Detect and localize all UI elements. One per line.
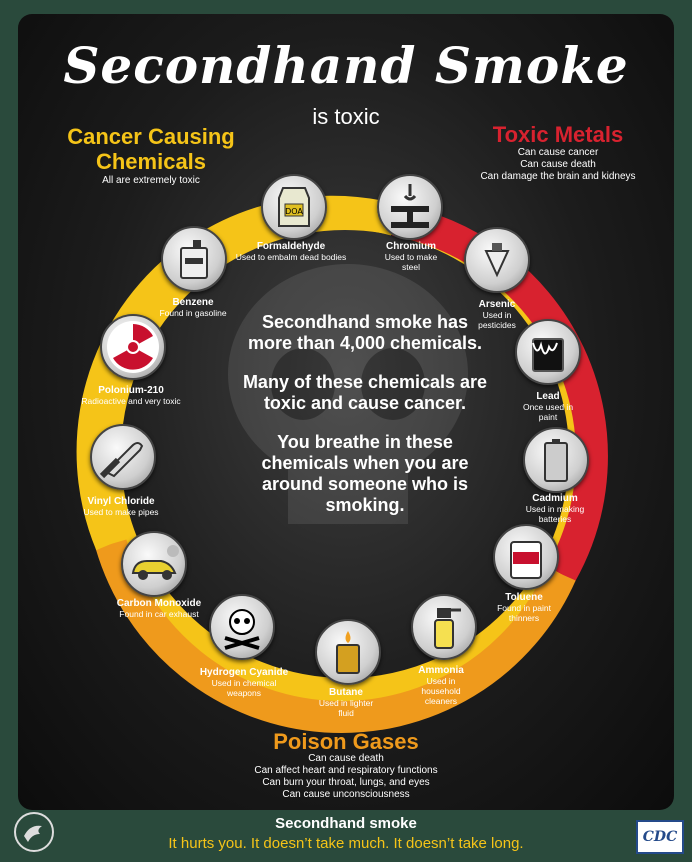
item-lead: [473, 391, 623, 422]
gases-note-1: Can cause death: [308, 753, 384, 764]
poster-title: Secondhand Smoke: [63, 36, 629, 95]
item-name: Arsenic: [478, 299, 516, 310]
item-name: Formaldehyde: [256, 241, 326, 252]
item-desc: Used in household cleaners: [421, 676, 461, 706]
gases-note-3: Can burn your throat, lungs, and eyes: [262, 777, 430, 788]
item-desc: Used in pesticides: [478, 310, 516, 330]
item-name: Cadmium: [532, 493, 578, 504]
item-cadmium: [480, 493, 630, 524]
item-desc: Found in car exhaust: [119, 609, 199, 619]
item-vinyl-chloride: [46, 496, 196, 517]
footer-title: Secondhand smoke: [275, 815, 417, 832]
item-name: Carbon Monoxide: [116, 598, 202, 609]
item-desc: Used in lighter fluid: [318, 698, 374, 718]
gases-heading: Poison Gases: [273, 729, 419, 754]
gases-note-2: Can affect heart and respiratory functions: [254, 765, 438, 776]
item-name: Polonium-210: [98, 385, 164, 396]
item-name: Toluene: [505, 592, 543, 603]
metals-notes: [458, 147, 658, 183]
car-exhaust-icon: [121, 531, 187, 597]
solvent-jug-icon: [493, 524, 559, 590]
item-name: Vinyl Chloride: [87, 496, 155, 507]
poster-panel: [18, 14, 674, 810]
item-desc: Used to make steel: [384, 252, 438, 272]
cancer-heading-line2: Chemicals: [95, 149, 207, 174]
item-toluene: [449, 592, 599, 623]
item-ammonia: [366, 665, 516, 706]
center-line-2: Many of these chemicals are toxic and cause cancer.: [242, 372, 488, 413]
poster-subtitle: is toxic: [312, 104, 380, 129]
toe-tag-icon: [261, 174, 327, 240]
item-desc: Found in paint thinners: [497, 603, 551, 623]
item-name: Butane: [329, 687, 363, 698]
item-benzene: [118, 297, 268, 318]
metals-note-3: Can damage the brain and kidneys: [480, 171, 636, 182]
footer-tagline: It hurts you. It doesn’t take much. It doesn’t take long.: [168, 835, 524, 852]
item-desc: Used in making batteries: [525, 504, 585, 524]
pipe-icon: [90, 424, 156, 490]
toe-tag-text: DOA: [285, 207, 303, 216]
battery-icon: [523, 427, 589, 493]
item-desc: Radioactive and very toxic: [81, 396, 181, 406]
metals-heading: Toxic Metals: [492, 122, 624, 147]
steel-beam-icon: [377, 174, 443, 240]
cdc-logo: CDC: [636, 820, 684, 854]
cancer-note: All are extremely toxic: [102, 175, 200, 186]
center-message: [240, 312, 490, 534]
item-desc: Used to make pipes: [83, 507, 159, 517]
item-arsenic: [422, 299, 572, 330]
center-line-1: Secondhand smoke has more than 4,000 chemicals.: [247, 312, 483, 353]
item-desc: Once used in paint: [522, 402, 574, 422]
gases-notes: [218, 753, 474, 801]
item-polonium: [56, 385, 206, 406]
center-line-3: You breathe in these chemicals when you are around someone who is smoking.: [261, 432, 469, 515]
cancer-heading-line1: Cancer Causing: [67, 124, 235, 149]
item-name: Lead: [536, 391, 560, 402]
item-desc: Used in chemical weapons: [211, 678, 277, 698]
metals-note-1: Can cause cancer: [517, 147, 599, 158]
item-carbon-monoxide: [84, 598, 234, 619]
item-name: Chromium: [386, 241, 436, 252]
footer: [0, 815, 692, 852]
item-name: Ammonia: [418, 665, 464, 676]
item-chromium: [336, 241, 486, 272]
cancer-heading: [46, 124, 256, 174]
item-desc: Used to embalm dead bodies: [235, 252, 347, 262]
item-desc: Found in gasoline: [159, 308, 227, 318]
gases-note-4: Can cause unconsciousness: [282, 789, 410, 800]
item-name: Hydrogen Cyanide: [199, 667, 289, 678]
metals-note-2: Can cause death: [520, 159, 596, 170]
radiation-icon: [100, 314, 166, 380]
item-name: Benzene: [172, 297, 214, 308]
